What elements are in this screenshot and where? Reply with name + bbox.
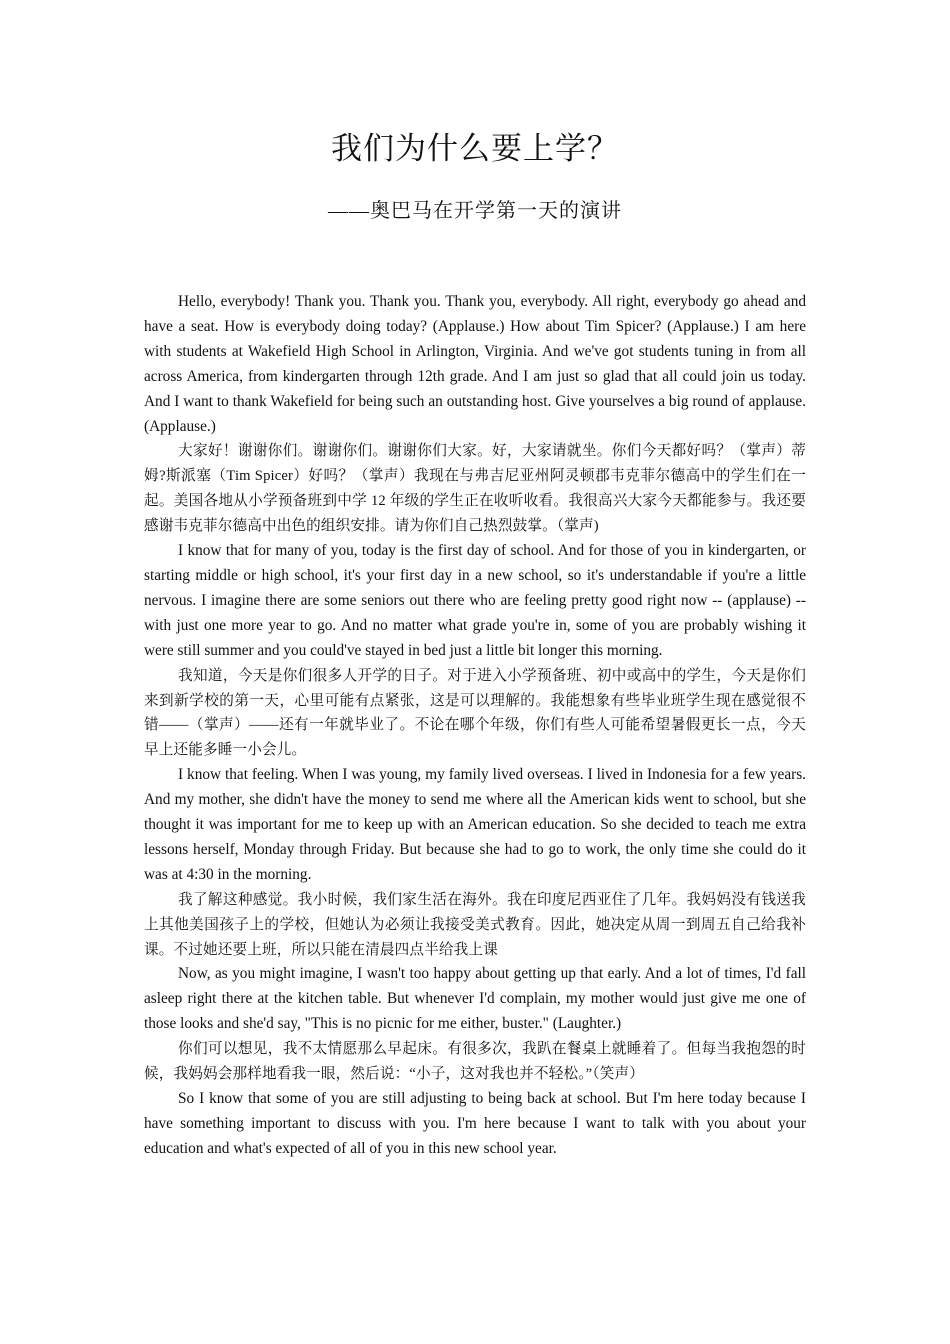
paragraph-english-5: So I know that some of you are still adjusting to being back at school. But I'm here today because I have something important to discuss with you. I'm here because I want to talk with you about your education and what's expected of all of you in this new school year.	[144, 1090, 806, 1157]
paragraph-english-2: I know that for many of you, today is the first day of school. And for those of you in kindergarten, or starting middle or high school, it's your first day in a new school, so it's understandable if you're a little nervous. I imagine there are some seniors out there who are feeling pretty good right now -- (applause) -- with just one more year to go. And no matter what grade you're in, some of you are probably wishing it were still summer and you could've stayed in bed just a little bit longer this morning.	[144, 542, 806, 659]
paragraph-english-4: Now, as you might imagine, I wasn't too happy about getting up that early. And a lot of times, I'd fall asleep right there at the kitchen table. But whenever I'd complain, my mother would just give me one of those looks and she'd say, "This is no picnic for me either, buster." (Laughter.)	[144, 965, 806, 1033]
page-title: 我们为什么要上学？	[331, 131, 619, 166]
paragraph-chinese-1: 大家好！谢谢你们。谢谢你们。谢谢你们大家。好，大家请就坐。你们今天都好吗？（掌声）蒂姆?斯派塞（Tim Spicer）好吗？（掌声）我现在与弗吉尼亚州阿灵顿郡韦克菲尔德高中的学生们在一起。美国各地从小学预备班到中学 12 年级的学生正在收听收看。我很高兴大家今天都能参与。我还要感谢韦克菲尔德高中出色的组织安排。请为你们自己热烈鼓掌。（掌声)	[144, 443, 806, 535]
paragraph-english-1: Hello, everybody! Thank you. Thank you. Thank you, everybody. All right, everybody go ahead and have a seat. How is everybody doing today? (Applause.) How about Tim Spicer? (Applause.) I am here with students at Wakefield High School in Arlington, Virginia. And we've got students tuning in from all across America, from kindergarten through 12th grade. And I am just so glad that all could join us today. And I want to thank Wakefield for being such an outstanding host. Give yourselves a big round of applause. (Applause.)	[144, 293, 806, 435]
paragraph-chinese-4: 你们可以想见，我不太情愿那么早起床。有很多次，我趴在餐桌上就睡着了。但每当我抱怨的时候，我妈妈会那样地看我一眼，然后说：“小子，这对我也并不轻松。”（笑声）	[144, 1041, 806, 1083]
speech-body	[144, 290, 806, 1162]
page-subtitle: ——奥巴马在开学第一天的演讲	[328, 200, 622, 222]
paragraph-english-3: I know that feeling. When I was young, my family lived overseas. I lived in Indonesia for a few years. And my mother, she didn't have the money to send me where all the American kids went to school, but she thought it was important for me to keep up with an American education. So she decided to teach me extra lessons herself, Monday through Friday. But because she had to go to work, the only time she could do it was at 4:30 in the morning.	[144, 766, 806, 883]
paragraph-chinese-3: 我了解这种感觉。我小时候，我们家生活在海外。我在印度尼西亚住了几年。我妈妈没有钱送我上其他美国孩子上的学校，但她认为必须让我接受美式教育。因此，她决定从周一到周五自己给我补课。不过她还要上班，所以只能在清晨四点半给我上课	[144, 891, 806, 958]
paragraph-chinese-2: 我知道，今天是你们很多人开学的日子。对于进入小学预备班、初中或高中的学生，今天是你们来到新学校的第一天，心里可能有点紧张，这是可以理解的。我能想象有些毕业班学生现在感觉很不错——（掌声）——还有一年就毕业了。不论在哪个年级，你们有些人可能希望暑假更长一点，今天早上还能多睡一小会儿。	[144, 667, 806, 759]
